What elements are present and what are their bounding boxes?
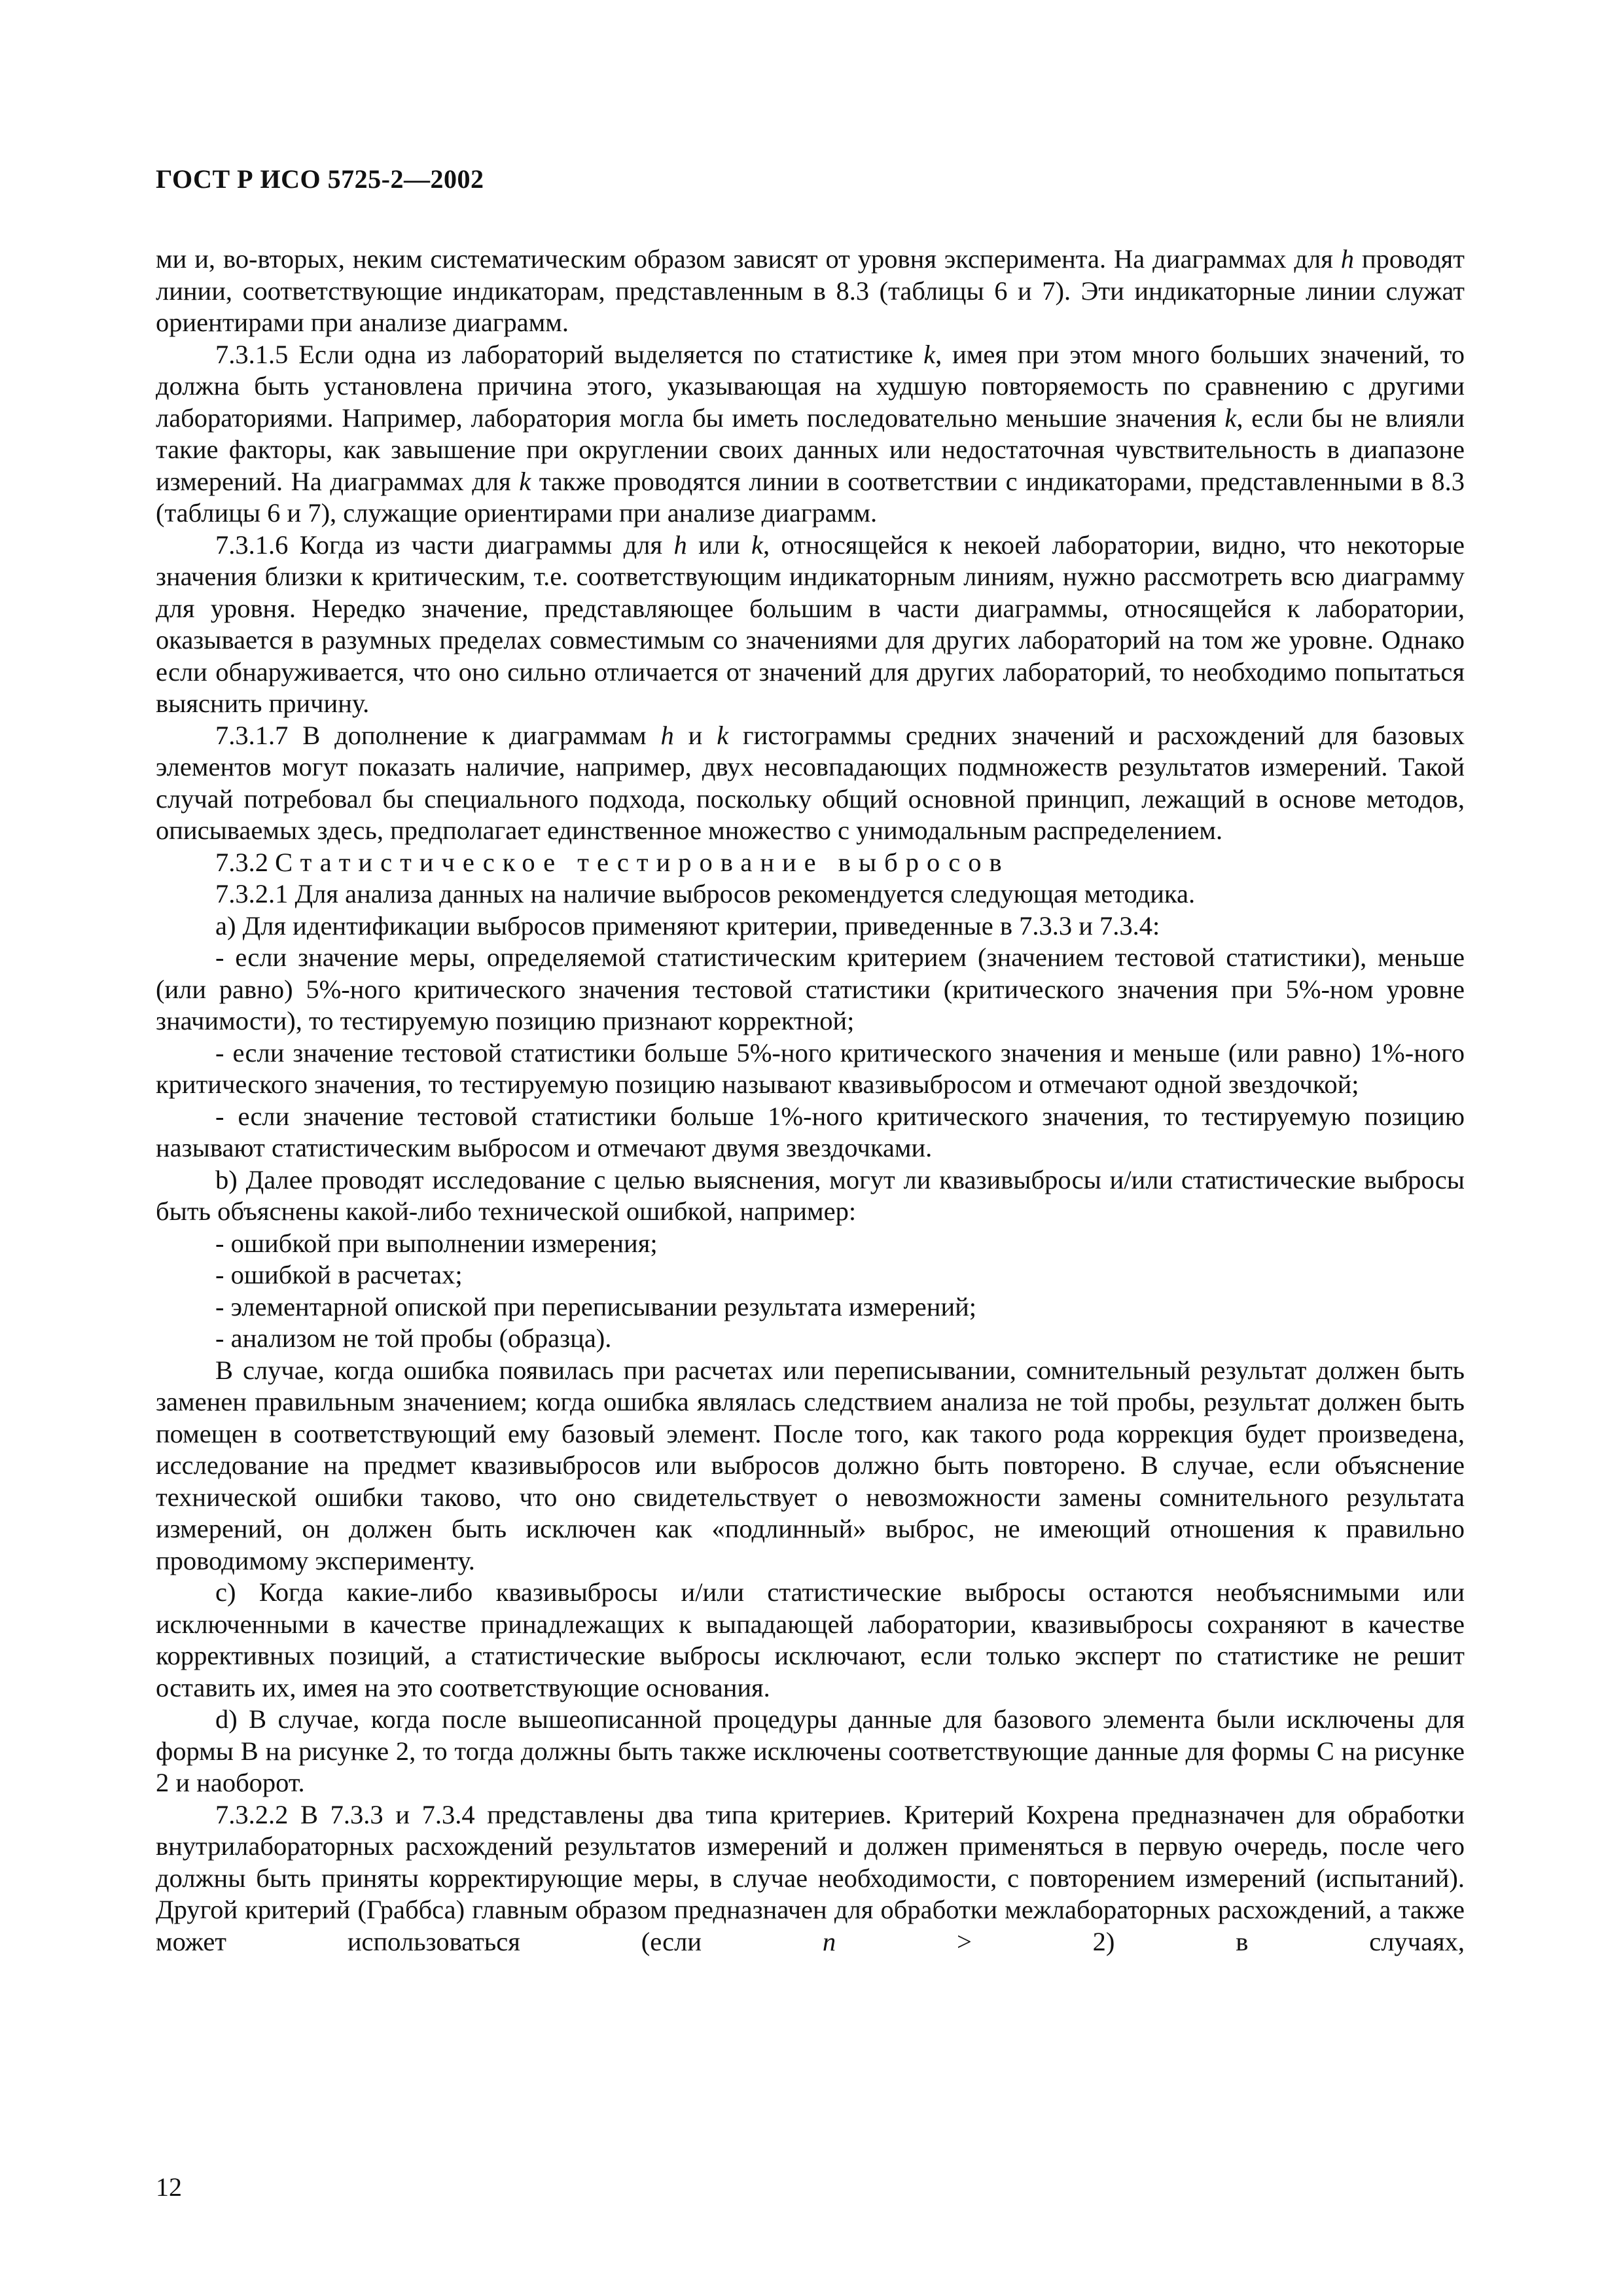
- list-item-dash: - анализом не той пробы (образца).: [215, 1323, 612, 1353]
- variable-k: k: [519, 466, 531, 496]
- paragraph-correction: В случае, когда ошибка появилась при расчетах или переписывании, сомнительный результат должен быть заменен правильным значением; когда ошибка являлась следствием анализа не той пробы, результат должен быть помещен в соответствующий ему базовый элемент. После того, как такого рода коррекция будет произведена, исследование на предмет квазивыбросов или выбросов должно быть повторено. В случае, если объяснение технической ошибки таково, что оно свидетельствует о невозможности замены сомнительного результата измерений, он должен быть исключен как «подлинный» выброс, не имеющий отношения к правильно проводимому эксперименту.: [156, 1355, 1465, 1575]
- list-item-dash: - если значение меры, определяемой статистическим критерием (значением тестовой статистики), меньше (или равно) 5%-ного критического значения тестовой статистики (критического значения при 5%-ном уровне значимости), то тестируемую позицию признают корректной;: [156, 942, 1465, 1035]
- text-run: 7.3.1.5 Если одна из лабораторий выделяется по статистике: [215, 339, 924, 369]
- paragraph-7-3-1-7: [156, 720, 1465, 847]
- text-run: также проводятся линии в соответствии с индикаторами, представленными в 8.3 (таблицы 6 и 7), служащие ориентирами при анализе диаграмм.: [156, 466, 1465, 528]
- paragraph-7-3-2-2: [156, 1799, 1465, 1958]
- text-run: и: [673, 720, 717, 750]
- list-item-dash: - элементарной опиской при переписывании результата измерений;: [215, 1291, 977, 1321]
- text-run: или: [687, 529, 752, 560]
- standard-header: ГОСТ Р ИСО 5725-2—2002: [156, 164, 484, 194]
- section-title: Статистическое тестирование выбросов: [275, 847, 1010, 877]
- list-item-dash: - если значение тестовой статистики больше 5%-ного критического значения и меньше (или равно) 1%-ного критического значения, то тестируемую позицию называют квазивыбросом и отмечают одной звездочкой;: [156, 1037, 1465, 1099]
- text-run: 7.3.1.7 В дополнение к диаграммам: [215, 720, 661, 750]
- variable-h: h: [660, 720, 674, 750]
- variable-k: k: [1224, 403, 1237, 433]
- list-item-b: b) Далее проводят исследование с целью выяснения, могут ли квазивыбросы и/или статистические выбросы быть объяснены какой-либо технической ошибкой, например:: [156, 1164, 1465, 1226]
- text-run: проводят линии, соответствующие индикаторам, представленным в 8.3 (таблицы 6 и 7). Эти индикаторные линии служат ориентирами при анализе диаграмм.: [156, 244, 1465, 337]
- variable-h: h: [673, 529, 687, 560]
- paragraph-continuation: [156, 243, 1465, 339]
- paragraph-7-3-1-6: [156, 529, 1465, 720]
- paragraph-7-3-1-5: [156, 339, 1465, 529]
- page-number: 12: [156, 2172, 182, 2202]
- list-item-dash: - ошибкой в расчетах;: [215, 1260, 463, 1289]
- variable-k: k: [717, 720, 729, 750]
- list-item-c: c) Когда какие-либо квазивыбросы и/или статистические выбросы остаются необъяснимыми или исключенными в качестве принадлежащих к выпадающей лаборатории, квазивыбросы сохраняют в качестве коррективных позиций, а статистические выбросы исключают, если только эксперт по статистике не решит оставить их, имея на это соответствующие основания.: [156, 1577, 1465, 1702]
- text-run: , если бы не влияли такие факторы, как завышение при округлении своих данных или недостаточная чувствительность в диапазоне измерений. На диаграммах для: [156, 403, 1465, 496]
- body-text: [156, 243, 1465, 1958]
- text-run: ми и, во-вторых, неким систематическим образом зависят от уровня эксперимента. На диаграммах для: [156, 244, 1341, 274]
- text-run: , относящейся к некоей лаборатории, видно, что некоторые значения близки к критическим, т.е. соответствующим индикаторным линиям, нужно рассмотреть всю диаграмму для уровня. Нередко значение, представляющее большим в части диаграммы, относящейся к лаборатории, оказывается в разумных пределах совместимым со значениями для других лабораторий на том же уровне. Однако если обнаруживается, что оно сильно отличается от значений для других лабораторий, то необходимо попытаться выяснить причину.: [156, 529, 1465, 718]
- text-run: гистограммы средних значений и расхождений для базовых элементов могут показать наличие, например, двух несовпадающих подмножеств результатов измерений. Такой случай потребовал бы специального подхода, поскольку общий основной принцип, лежащий в основе методов, описываемых здесь, предполагает единственное множество с унимодальным распределением.: [156, 720, 1465, 845]
- list-item-a: a) Для идентификации выбросов применяют критерии, приведенные в 7.3.3 и 7.3.4:: [215, 910, 1160, 941]
- text-run: 7.3.1.6 Когда из части диаграммы для: [215, 529, 674, 560]
- text-run: > 2) в случаях,: [836, 1926, 1465, 1956]
- list-item-d: d) В случае, когда после вышеописанной процедуры данные для базового элемента были исключены для формы В на рисунке 2, то тогда должны быть также исключены соответствующие данные для формы С на рисунке 2 и наоборот.: [156, 1704, 1465, 1797]
- paragraph-7-3-2-1: 7.3.2.1 Для анализа данных на наличие выбросов рекомендуется следующая методика.: [215, 879, 1196, 908]
- variable-h: h: [1340, 244, 1355, 274]
- section-number: 7.3.2: [215, 847, 276, 877]
- list-item-dash: - ошибкой при выполнении измерения;: [215, 1228, 658, 1258]
- variable-k: k: [751, 529, 764, 560]
- list-item-dash: - если значение тестовой статистики больше 1%-ного критического значения, то тестируемую позицию называют статистическим выбросом и отмечают двумя звездочками.: [156, 1101, 1465, 1162]
- variable-k: k: [923, 339, 936, 369]
- text-run: , имея при этом много больших значений, то должна быть установлена причина этого, указывающая на худшую повторяемость по сравнению с другими лабораториями. Например, лаборатория могла бы иметь последовательно меньшие значения: [156, 339, 1465, 433]
- section-heading-7-3-2: [156, 847, 1465, 879]
- variable-n: n: [822, 1926, 836, 1956]
- text-run: 7.3.2.2 В 7.3.3 и 7.3.4 представлены два типа критериев. Критерий Кохрена предназначен для обработки внутрилабораторных расхождений результатов измерений и должен применяться в первую очередь, после чего должны быть приняты корректирующие меры, в случае необходимости, с повторением измерений (испытаний). Другой критерий (Граббса) главным образом предназначен для обработки межлабораторных расхождений, а также может использоваться (если: [156, 1799, 1465, 1956]
